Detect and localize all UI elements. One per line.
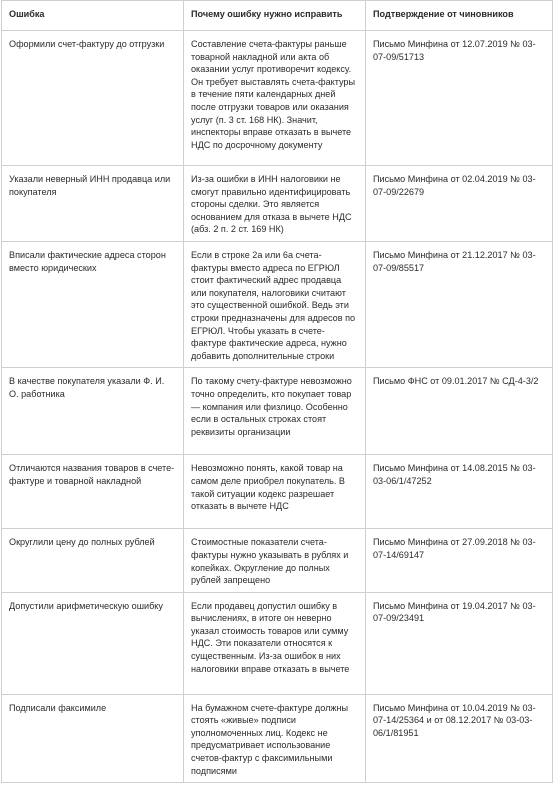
table-row — [2, 592, 553, 694]
error-cell: В качестве покупателя указали Ф. И. О. работника — [2, 368, 184, 455]
confirmation-cell: Письмо Минфина от 10.04.2019 № 03-07-14/25364 и от 08.12.2017 № 03-03-06/1/81951 — [366, 694, 553, 783]
reason-cell: Из-за ошибки в ИНН налоговики не смогут правильно идентифицировать стороны сделки. Это является основанием для отказа в вычете НДС (абз. 2 п. 2 ст. 169 НК) — [184, 166, 366, 242]
table-row — [2, 368, 553, 455]
table-header-row — [2, 1, 553, 31]
reason-cell: По такому счету-фактуре невозможно точно определить, кто покупает товар — компания или физлицо. Особенно если в остальных строках стоят реквизиты организации — [184, 368, 366, 455]
error-cell: Вписали фактические адреса сторон вместо юридических — [2, 241, 184, 367]
reason-cell: Если в строке 2а или 6а счета-фактуры вместо адреса по ЕГРЮЛ стоит фактический адрес продавца или покупателя, налоговики считают это существенной ошибкой. Ведь эти строки предназначены для адресов по ЕГРЮЛ. Чтобы указать в счете-фактуре фактические адреса, нужно добавить дополнительные строки — [184, 241, 366, 367]
confirmation-cell: Письмо Минфина от 21.12.2017 № 03-07-09/85517 — [366, 241, 553, 367]
table-row — [2, 694, 553, 783]
table-row — [2, 529, 553, 592]
error-cell: Оформили счет-фактуру до отгрузки — [2, 31, 184, 166]
table-row — [2, 31, 553, 166]
reason-cell: На бумажном счете-фактуре должны стоять «живые» подписи уполномоченных лиц. Кодекс не предусматривает использование счетов-фактур с факсимильными подписями — [184, 694, 366, 783]
error-cell: Подписали факсимиле — [2, 694, 184, 783]
errors-table — [1, 0, 553, 783]
error-cell: Округлили цену до полных рублей — [2, 529, 184, 592]
header-confirmation: Подтверждение от чиновников — [366, 1, 553, 31]
table-row — [2, 166, 553, 242]
confirmation-cell: Письмо Минфина от 14.08.2015 № 03-03-06/1/47252 — [366, 455, 553, 529]
table-row — [2, 241, 553, 367]
confirmation-cell: Письмо Минфина от 19.04.2017 № 03-07-09/23491 — [366, 592, 553, 694]
error-cell: Указали неверный ИНН продавца или покупателя — [2, 166, 184, 242]
reason-cell: Стоимостные показатели счета-фактуры нужно указывать в рублях и копейках. Округление до полных рублей запрещено — [184, 529, 366, 592]
error-cell: Допустили арифметическую ошибку — [2, 592, 184, 694]
confirmation-cell: Письмо Минфина от 27.09.2018 № 03-07-14/69147 — [366, 529, 553, 592]
confirmation-cell: Письмо ФНС от 09.01.2017 № СД-4-3/2 — [366, 368, 553, 455]
reason-cell: Если продавец допустил ошибку в вычислениях, в итоге он неверно указал стоимость товаров или сумму НДС. Эти показатели относятся к существенным. Из-за ошибок в них налоговики вправе отказать в вычете — [184, 592, 366, 694]
reason-cell: Невозможно понять, какой товар на самом деле приобрел покупатель. В такой ситуации кодекс разрешает отказать в вычете НДС — [184, 455, 366, 529]
table-row — [2, 455, 553, 529]
reason-cell: Составление счета-фактуры раньше товарной накладной или акта об оказании услуг противоречит кодексу. Он требует выставлять счета-фактуры в течение пяти календарных дней после отгрузки товаров или оказания услуг (п. 3 ст. 168 НК). Значит, инспекторы вправе отказать в вычете НДС по досрочному документу — [184, 31, 366, 166]
confirmation-cell: Письмо Минфина от 12.07.2019 № 03-07-09/51713 — [366, 31, 553, 166]
confirmation-cell: Письмо Минфина от 02.04.2019 № 03-07-09/22679 — [366, 166, 553, 242]
header-reason: Почему ошибку нужно исправить — [184, 1, 366, 31]
header-error: Ошибка — [2, 1, 184, 31]
error-cell: Отличаются названия товаров в счете-фактуре и товарной накладной — [2, 455, 184, 529]
